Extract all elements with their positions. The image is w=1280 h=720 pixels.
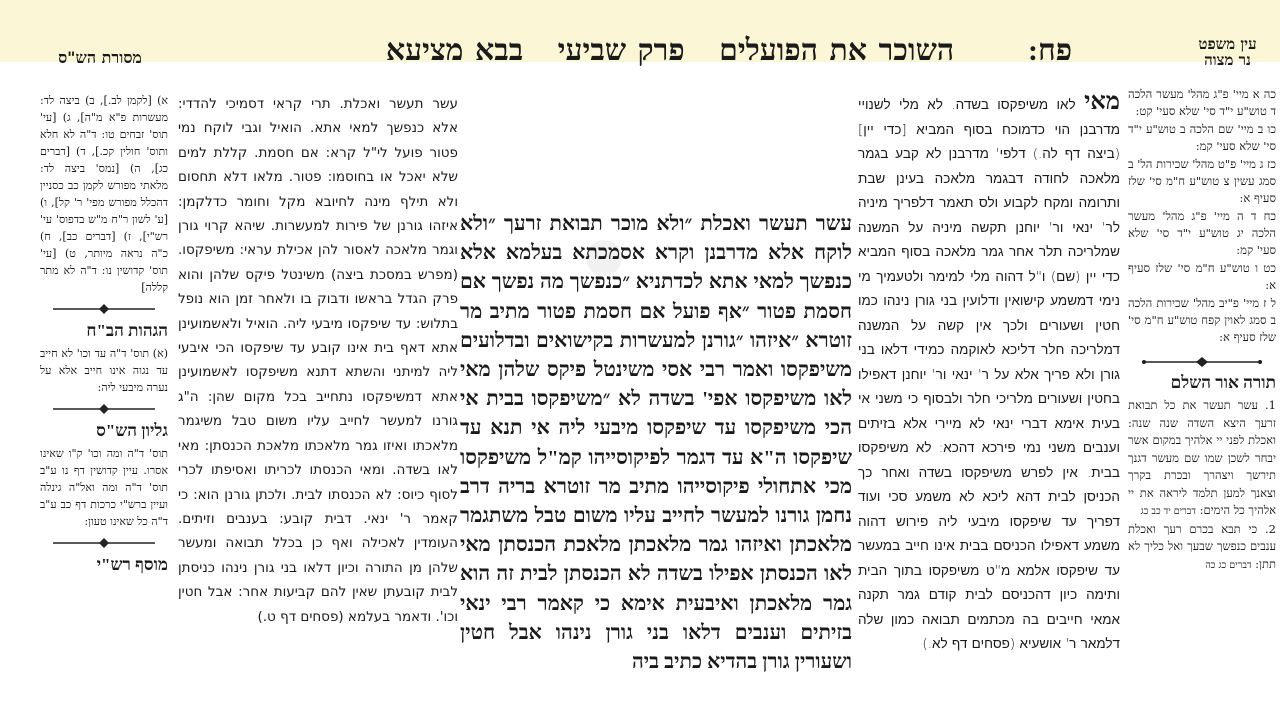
- page-number: פח:: [1028, 34, 1073, 67]
- hagahot-text: (א) תוס' ד"ה עד וכו' לא חייב עד נגוה אינו חייב אלא על נערה מיבעי ליה:: [40, 347, 168, 394]
- ein-mishpat-entry: כט ו טוש"ע ח"מ סי' שלז סעיף א:: [1128, 261, 1276, 292]
- ein-mishpat-heading: עין משפט נר מצוה: [1198, 35, 1257, 69]
- mesorat-hashas-heading: מסורת הש"ס: [58, 48, 142, 67]
- mesorat-notes: א) [לקמן לב.], ב) ביצה לד: מעשרות פ"א מ"ה], ג) [עי' תוס' זבחים טו: ד"ה לא חלא ותוס' חולין קכ.], ד) [דברים כג], ה) [נמס' ביצה לד: מלאתי מפורש לקמן כב כסניין דהכלל מפורש מפי' ר' קל], ו) [ע' לשון ר"ח מ"ש בדפוס' עי' רש"י], ז) [דברים כב], ח) כ"ה נראה מיותר, ט) [עי' תוס' קדושין נו: ד"ה לא מתר קללה]: [40, 94, 168, 294]
- ein-mishpat-entry: כה א מיי' פ"ג מהל' מעשר הלכה ד טוש"ע י"ד סי' שלא סעי' קט:: [1128, 87, 1276, 118]
- ein-mishpat-column: [1128, 86, 1276, 720]
- torah-or-verse-text: 1. עשר תעשר את כל תבואת זרעך היצא השדה שנה שנה: ואכלת לפני יי אלהיך במקום אשר יבחר לשכן שמו שם מעשר דגנך תירשך ויצהרך ובכרת בקרך וצאנך למען תלמד ליראה את יי אלהיך כל הימים:: [1128, 398, 1276, 517]
- torah-or-verse-text: 2. כי תבא בכרם רעך ואכלת ענבים כנפשך שבעך ואל כליך לא תתן:: [1128, 521, 1276, 571]
- gilyon-heading: גליון הש"ס: [96, 421, 168, 440]
- divider-ornament: [49, 538, 159, 548]
- divider-ornament: [1138, 356, 1266, 368]
- gemara-text: עשר תעשר ואכלת ״ולא מוכר תבואת זרעך ״ולא לוקח אלא מדרבנן וקרא אסמכתא בעלמא אלא כנפשך למאי אתא לכדתניא ״כנפשך מה נפשך אם חסמת פטור ״אף פועל אם חסמת פטור מתיב מר זוטרא ״איזהו ״גורנן למעשרות בקישואים ובדלועים משיפקסו ואמר רבי אסי משינטל פיקס שלהן מאי לאו משיפקסו אפי' בשדה לא ״משיפקסו בבית אי הכי משיפקסו עד שיפקסו מיבעי ליה אי תנא עד שיפקסו ה"א עד דגמר לפיקוסייהו קמ"ל משיפקסו מכי אתחולי פיקוסייהו מתיב מר זוטרא בריה דרב נחמן גורנו למעשר לחייב עליו משום טבל משתגמר מלאכתן ואיזהו גמר מלאכתן מלאכת הכנסתן מאי לאו הכנסתן אפילו בשדה לא הכנסתן לבית זה הוא גמר מלאכתן ואיבעית אימא כי קאמר רבי ינאי בזיתים וענבים דלאו בני גורן נינהו אבל חטין ושעורין גורן בהדיא כתיב ביה: [460, 213, 852, 674]
- divider-ornament: [49, 304, 159, 314]
- running-title: השוכר את הפועלים פרק שביעי בבא מציעא: [385, 34, 955, 67]
- gemara-column: [460, 210, 852, 720]
- tosafot-column: [178, 92, 458, 720]
- divider-ornament: [49, 404, 159, 414]
- torah-or-reference: דברים כג כה: [1205, 559, 1252, 571]
- torah-or-heading: תורה אור השלם: [1170, 373, 1276, 392]
- ein-mishpat-entry: ל ז מיי' פ"יב מהל' שכירות הלכה ב סמג לאוין קפח טוש"ע ח"מ סי' שלז סעיף א:: [1128, 296, 1276, 344]
- rashi-text: [858, 90, 1120, 657]
- gilyon-text: תוס' ד"ה ומה וכו' ק"ו שאינו אסרו. עיין קדושין דף נו ע"ב תוס' ד"ה ומה ואל"ה גינלה ועיין ברש"י כרכות דף כב ע"ב ד"ה כל שאינו טעון:: [40, 447, 168, 528]
- ein-mishpat-entry: כו ב מיי' שם הלכה ב טוש"ע י"ד סי' שלא סעי' קמ:: [1128, 122, 1276, 153]
- rashi-column: [858, 90, 1120, 720]
- ein-mishpat-list: [1128, 86, 1276, 346]
- rashi-body: לאו משיפקסו בשדה. לא מלי לשנויי מדרבנן הוי כדמוכח בסוף המביא [כדי יין] (ביצה דף לה.) דלפי' מדרבנן לא קבע בגמר מלאכה לחודה דבגמר מלאכה בעינן שבת ותרומה ומקח לקבוע ולס תאמר דלפריך מיניה לר' ינאי ור' יוחנן תקשה מיניה על המשנה שמלריכה תלר אחר גמר מלאכה בסוף המביא כדי יין (שם) ו"ל דהוה מלי למימר ולטעמיך מי נימי דמשמע קישואין ודלועין בני גורן נינהו כמו חטין ושעורים ולכך אין קשה על המשנה דמלריכה חלר דליכא לאוקמה כמידי דלאו בני גורן ולא פריך אלא על ר' ינאי ור' יוחנן דאפילו בחטין ושעורים מלריכי חלר ולבסוף כי משני אי בעית אימא דברי ינאי לא מיירי אלא בזיתים וענבים משני נמי פירכא דהכא: לא משיפקסו בבית. אין לפרש משיפקסו בשדה ואחר כך הכניסן לבית דהא ליכא לא משמע סכי ועוד דפריך עד שיפקסו מיבעי ליה פירוש דהוה משמע דאפילו הכניסם בבית אינו חייב במעשר עד שיפקסו אלמא מ"ט משיפקסו בתוך הבית ותימה כיון דהכניסם לבית קודם גמר תקנה אמאי חייבים בה מכתמים תבואה כמון שלה דלמאר ר' אושעיא (פסחים דף לא.): [858, 97, 1120, 652]
- hagahot-heading: הגהות הב"ח: [86, 321, 168, 340]
- torah-or-list: [1128, 397, 1276, 574]
- rashi-opening-word: מאי: [1084, 90, 1120, 115]
- ein-mishpat-entry: כז ג מיי' פ"ט מהל' שכירות הל' ב סמג עשין צ טוש"ע ח"מ סי' שלז סעיף א:: [1128, 157, 1276, 205]
- musaf-rashi-heading: מוסף רש"י: [96, 555, 168, 574]
- torah-or-verse: [1128, 521, 1276, 575]
- torah-or-verse: [1128, 397, 1276, 521]
- torah-or-reference: דברים יד כב כג: [1140, 506, 1196, 517]
- mesorat-column: [40, 92, 168, 720]
- tosafot-text: עשר תעשר ואכלת. תרי קראי דסמיכי להדדי: אלא כנפשך למאי אתא. הואיל וגבי לוקח נמי פטור פועל לי"ל קרא: אם חסמת. קללת למים שלא יאכל או בחוסמו: פטור. מלאו דלא תחסום ולא תילף מינה לחיובא מקל וחומר כדלקמן: איזהו גורנן של פירות למעשרות. שיהא קרוי גורן וגמר מלאכה לאסור להן אכילת עראי: משיפקסו. (מפרש במסכת ביצה) משינטל פיקס שלהן והוא פרק הגדל בראשו ודבוק בו ולאחר זמן הוא נופל בתלוש: עד שיפקסו מיבעי ליה. הואיל ולאשמועינן אתא דאף בית אינו קובע עד שיפקסו הכי איבעי ליה למיתני והשתא דתנא משיפקסו לאשמועינן אתא דמשיפקסו נתחייב בכל מקום שהן: ה"ג גורנו למעשר לחייב עליו משום טבל משיגמר מלאכתו ואיזו גמר מלאכתו מלאכת הכנסתן: מאי לאו בשדה. ומאי הכנסתו לכריתו ואסיפתו לכרי לסוף כיוס: לא הכנסתו לבית. ולכתן גורנן הוא: כי קאמר ר' ינאי. דבית קובע: בענבים וזיתים. העומדין לאכילה ואף כן בכלל תבואה ומעשר שלהן מן התורה וכיון דלאו בני גורן נינהו כניסתן לבית קובעתן שאין להם קביעות אחר: אבל חטין וכו'. ודאמר בעלמא (פסחים דף ט.): [178, 96, 458, 625]
- ein-mishpat-entry: כח ד ה מיי' פ"ג מהל' מעשר הלכה יג טוש"ע י"ד סי' שלא סעי' קמ:: [1128, 209, 1276, 257]
